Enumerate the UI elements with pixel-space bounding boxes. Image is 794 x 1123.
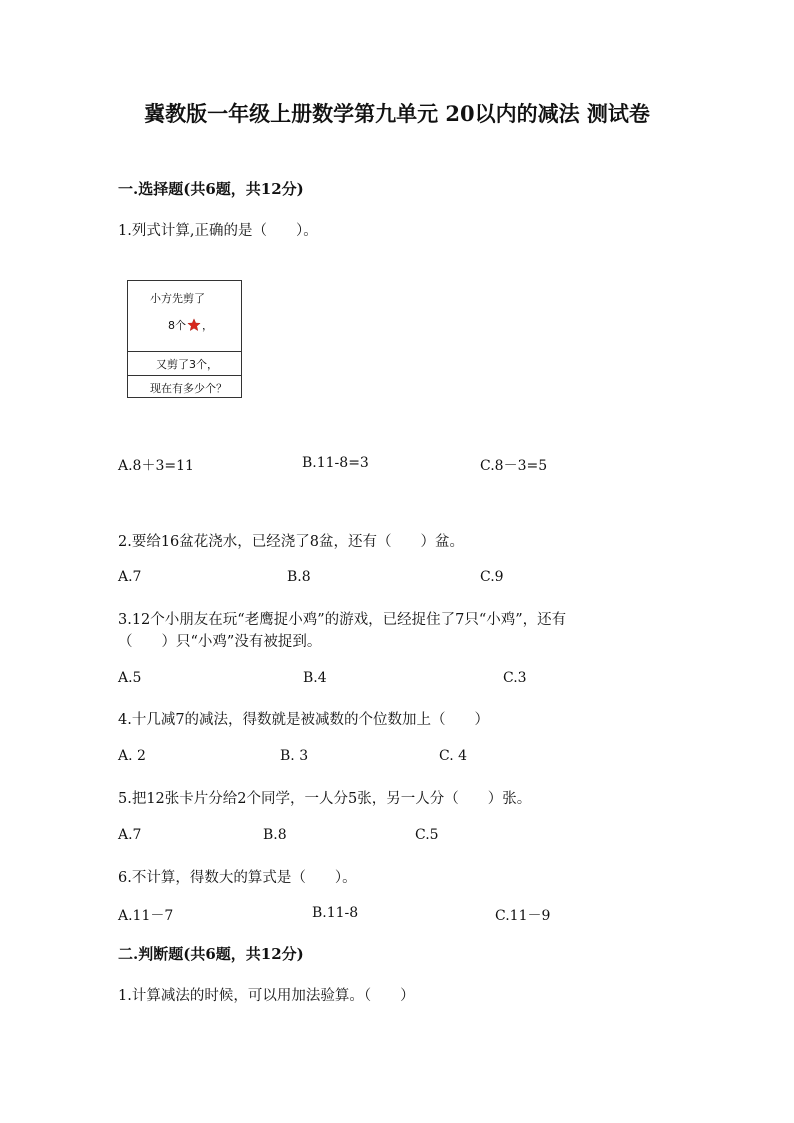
star-icon: [187, 318, 201, 332]
figure-top-cell: [128, 281, 241, 352]
question-2: 2.要给16盆花浇水，已经浇了8盆，还有（ ）盆。: [118, 534, 465, 550]
q6-option-a: A.11－7: [118, 908, 174, 924]
page-title: 冀教版一年级上册数学第九单元 20以内的减法 测试卷: [144, 101, 650, 126]
question-6: 6.不计算，得数大的算式是（ ）。: [118, 870, 357, 886]
q5-option-a: A.7: [118, 827, 142, 843]
q4-option-c: C. 4: [439, 748, 468, 764]
question-1: 1.列式计算,正确的是（ ）。: [118, 223, 318, 239]
section-heading-choice: 一.选择题(共6题，共12分): [118, 180, 304, 198]
section-heading-judge: 二.判断题(共6题，共12分): [118, 945, 304, 963]
q1-option-a: A.8＋3=11: [118, 458, 194, 474]
q4-option-b: B. 3: [280, 748, 309, 764]
q2-option-a: A.7: [118, 569, 142, 585]
figure-line-2: [168, 317, 213, 333]
figure-line-3: 又剪了3个，: [156, 358, 218, 371]
figure-line-1: 小方先剪了: [150, 292, 205, 305]
question-3-line-1: 3.12个小朋友在玩“老鹰捉小鸡”的游戏，已经捉住了7只“小鸡”，还有: [118, 612, 567, 628]
q6-option-b: B.11-8: [312, 905, 359, 921]
figure-line-4: 现在有多少个？: [150, 382, 227, 395]
q1-option-b: B.11-8=3: [302, 455, 369, 471]
q6-option-c: C.11－9: [495, 908, 551, 924]
q4-option-a: A. 2: [118, 748, 146, 764]
q5-option-c: C.5: [415, 827, 439, 843]
question-5: 5.把12张卡片分给2个同学，一人分5张，另一人分（ ）张。: [118, 791, 532, 807]
q5-option-b: B.8: [263, 827, 287, 843]
figure-comma: ，: [202, 319, 213, 332]
question-3-line-2: （ ）只“小鸡”没有被捉到。: [118, 634, 322, 650]
q2-option-b: B.8: [287, 569, 311, 585]
figure-bottom-cell: [128, 375, 241, 398]
question-1-figure: [127, 280, 242, 398]
figure-middle-cell: [128, 351, 241, 376]
q3-option-b: B.4: [303, 670, 327, 686]
judge-question-1: 1.计算减法的时候，可以用加法验算。（ ）: [118, 988, 415, 1004]
question-4: 4.十几减7的减法，得数就是被减数的个位数加上（ ）: [118, 712, 490, 728]
q2-option-c: C.9: [480, 569, 504, 585]
q1-option-c: C.8－3=5: [480, 458, 548, 474]
q3-option-a: A.5: [118, 670, 142, 686]
q3-option-c: C.3: [503, 670, 527, 686]
figure-count: 8个: [168, 319, 186, 332]
